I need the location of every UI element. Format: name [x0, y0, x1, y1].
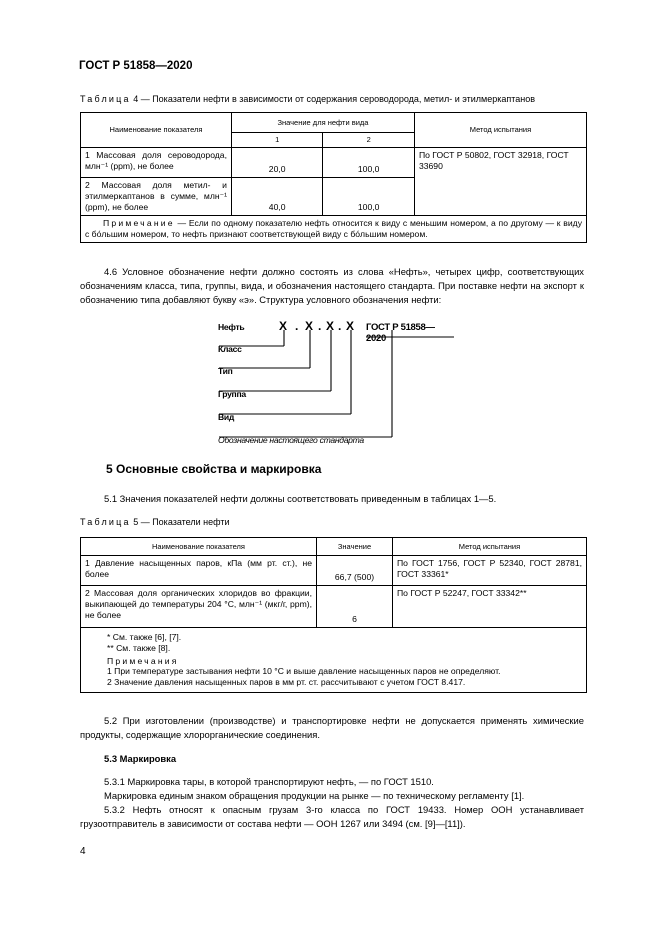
paragraph-5-3-1-b: Маркировка единым знаком обращения продукции на рынке — по техническому регламенту [1]. [104, 790, 525, 801]
table5-note-1: 1 При температуре застывания нефти 10 °С и выше давление насыщенных паров не определяют. [107, 666, 501, 677]
table4-row1-v2: 100,0 [323, 148, 415, 178]
diagram-standard: ГОСТ Р 51858—2020 [366, 322, 435, 344]
table4-header-v1: 1 [231, 133, 322, 148]
diagram-label-group: Группа [218, 389, 246, 399]
document-header: ГОСТ Р 51858—2020 [79, 60, 193, 72]
table4-row1-name: 1 Массовая доля сероводорода, млн⁻¹ (ppm), не более [81, 148, 232, 178]
table4-note-label: Примечание [103, 218, 175, 228]
table4-row2-v2: 100,0 [323, 178, 415, 216]
table5-header-method: Метод испытания [393, 538, 587, 556]
paragraph-5-3-2: 5.3.2 Нефть относят к опасным грузам 3-го класса по ГОСТ 19433. Номер ООН устанавливает грузоотправитель в зависимости от состава нефти — ООН 1267 или 3494 (см. [9]—[11]). [80, 804, 584, 829]
section-5-title: 5 Основные свойства и маркировка [106, 462, 322, 476]
table5-row2-method: По ГОСТ Р 52247, ГОСТ 33342** [393, 586, 587, 628]
paragraph-4-6: 4.6 Условное обозначение нефти должно состоять из слова «Нефть», четырех цифр, соответствующих обозначениям класса, типа, группы, вида, и обозначения настоящего стандарта. При поставке нефти на экспорт к обозначению типа добавляют букву «э». Структура условного обозначения нефти: [80, 266, 584, 305]
table5-caption-text: 5 — Показатели нефти [130, 517, 230, 527]
table4-caption-prefix: Таблица [80, 94, 131, 104]
table5-row1-value: 66,7 (500) [317, 556, 393, 586]
table4-header-value: Значение для нефти вида [231, 113, 414, 133]
table4-note [81, 216, 587, 243]
diagram-dot-1: . [295, 319, 299, 333]
table5-row2-name: 2 Массовая доля органических хлоридов во фракции, выкипающей до температуры 204 °С, млн⁻¹ (мкг/г, ppm), не более [81, 586, 317, 628]
table5-row2-value: 6 [317, 586, 393, 628]
table4-row1-v1: 20,0 [231, 148, 322, 178]
table5-caption [80, 517, 230, 527]
table4-row2-v1: 40,0 [231, 178, 322, 216]
table5-notes [81, 628, 587, 693]
table4-header-name: Наименование показателя [81, 113, 232, 148]
diagram-x-group: X [326, 319, 335, 333]
heading-5-3: 5.3 Маркировка [104, 753, 177, 764]
table4-method: По ГОСТ Р 50802, ГОСТ 32918, ГОСТ 33690 [414, 148, 586, 216]
table5-footnote-2: ** См. также [8]. [107, 642, 171, 653]
table5-caption-prefix: Таблица [80, 517, 131, 527]
diagram-x-class: X [279, 319, 288, 333]
diagram-x-type: X [305, 319, 314, 333]
diagram-label-kind: Вид [218, 412, 235, 422]
table-5 [80, 537, 587, 693]
table5-notes-label: Примечания [107, 655, 179, 666]
designation-diagram [214, 318, 454, 448]
diagram-dot-3: . [338, 319, 342, 333]
diagram-label-standard: Обозначение настоящего стандарта [218, 435, 364, 445]
diagram-dot-2: . [318, 319, 322, 333]
table5-header-name: Наименование показателя [81, 538, 317, 556]
table5-row1-name: 1 Давление насыщенных паров, кПа (мм рт. ст.), не более [81, 556, 317, 586]
table5-header-value: Значение [317, 538, 393, 556]
paragraph-5-3-1: 5.3.1 Маркировка тары, в которой транспортируют нефть, — по ГОСТ 1510. [104, 776, 434, 787]
table4-caption-text: 4 — Показатели нефти в зависимости от содержания сероводорода, метил- и этилмеркаптанов [130, 94, 536, 104]
table4-row2-name: 2 Массовая доля метил- и этилмеркаптанов в сумме, млн⁻¹ (ppm), не более [81, 178, 232, 216]
table4-header-v2: 2 [323, 133, 415, 148]
paragraph-5-2: 5.2 При изготовлении (производстве) и транспортировке нефти не допускается применять химические продукты, содержащие хлорорганические соединения. [80, 715, 584, 740]
diagram-label-type: Тип [218, 366, 233, 376]
diagram-word-neft: Нефть [218, 322, 245, 332]
table-4 [80, 112, 587, 243]
table4-note-text: — Если по одному показателю нефть относится к виду с меньшим номером, а по другому — к виду с бо́льшим номером, то нефть признают соответствующей виду с бо́льшим номером. [85, 218, 582, 239]
paragraph-5-1: 5.1 Значения показателей нефти должны соответствовать приведенным в таблицах 1—5. [104, 493, 497, 504]
table4-caption [80, 94, 535, 104]
diagram-label-class: Класс [218, 344, 242, 354]
diagram-x-kind: X [346, 319, 355, 333]
page-number: 4 [80, 846, 86, 857]
table5-row1-method: По ГОСТ 1756, ГОСТ Р 52340, ГОСТ 28781, ГОСТ 33361* [393, 556, 587, 586]
table5-footnote-1: * См. также [6], [7]. [107, 632, 182, 642]
table5-note-2: 2 Значение давления насыщенных паров в мм рт. ст. рассчитывают с учетом ГОСТ 8.417. [107, 677, 466, 688]
table4-header-method: Метод испытания [414, 113, 586, 148]
